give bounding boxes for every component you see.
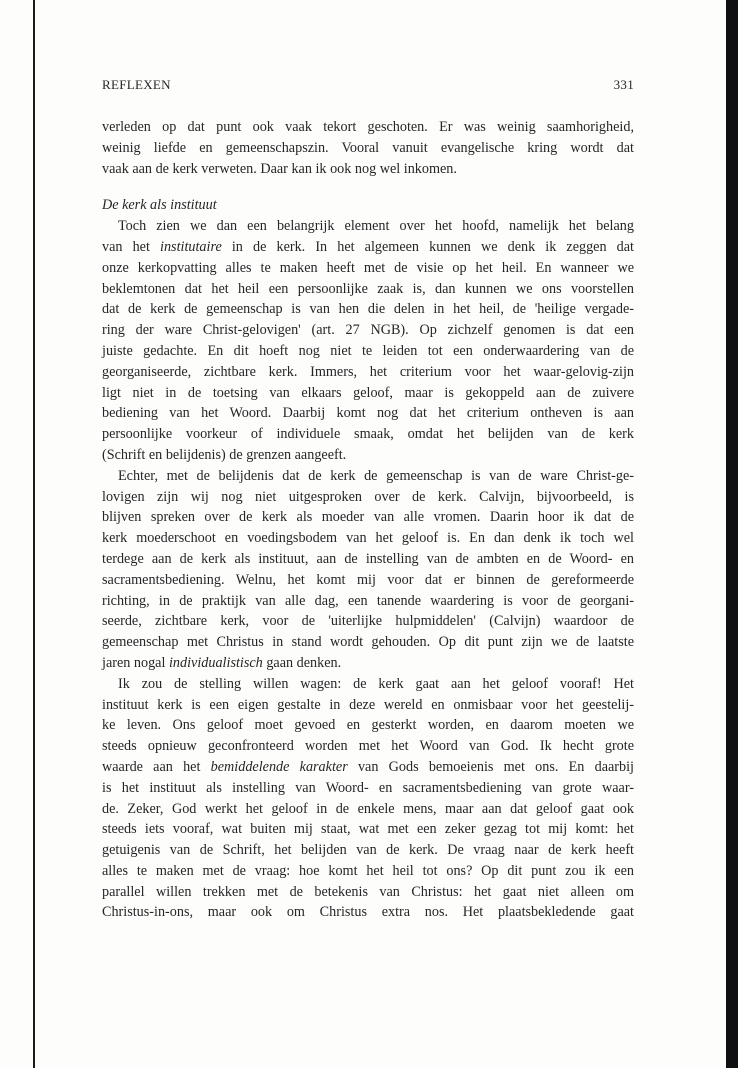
text-run: waarde aan het	[102, 758, 211, 775]
text-line: juiste gedachte. En dit hoeft nog niet te leiden tot een onderwaardering van de	[102, 342, 634, 359]
text-line: kerk moederschoot en voedingsbodem van het geloof is. En dan denk ik toch wel	[102, 530, 634, 547]
text-line: terdege aan de kerk als instituut, aan de instelling van de ambten en de Woord- en	[102, 550, 634, 567]
page-number: 331	[613, 77, 634, 92]
text-run: van Gods bemoeienis met ons. En daarbij	[347, 758, 634, 775]
running-header	[102, 77, 634, 95]
text-line: bediening van het Woord. Daarbij komt nog dat het criterium ontheven is aan	[102, 405, 634, 422]
text-run: van het	[102, 238, 161, 255]
text-line: de. Zeker, God werkt het geloof in de enkele mens, maar aan dat geloof gaat ook	[102, 800, 634, 817]
text-line: Echter, met de belijdenis dat de kerk de gemeenschap is van de ware Christ-ge-	[118, 467, 634, 484]
text-line: dat de kerk de gemeenschap is van hen die delen in het heil, de 'heilige vergade-	[102, 301, 634, 318]
text-line: richting, in de praktijk van alle dag, een tanende waardering is voor de georgani-	[102, 592, 634, 609]
text-line: georganiseerde, zichtbare kerk. Immers, het criterium voor het waar-gelovig-zijn	[102, 363, 634, 380]
text-line: blijven spreken over de kerk als moeder van alle vromen. Daarin hoor ik dat de	[102, 509, 634, 526]
running-title: REFLEXEN	[102, 77, 171, 92]
body-text	[102, 117, 634, 923]
text-line: verleden op dat punt ook vaak tekort geschoten. Er was weinig saamhorigheid,	[102, 119, 634, 135]
text-line: steeds opnieuw geconfronteerd worden met het Woord van God. Ik hecht grote	[102, 738, 634, 755]
text-line: onze kerkopvatting alles te maken heeft met de visie op het heil. En wanneer we	[102, 259, 634, 276]
text-line: steeds iets vooraf, wat buiten mij staat, wat met een zeker gezag tot mij komt: het	[102, 821, 634, 838]
text-line	[102, 653, 634, 674]
section-heading: De kerk als instituut	[102, 197, 217, 214]
text-line: parallel willen trekken met de betekenis van Christus: het gaat niet alleen om	[102, 883, 634, 900]
text-line	[102, 757, 634, 778]
page-left-edge	[33, 0, 35, 1068]
text-line: seerde, zichtbare kerk, voor de 'uiterlijke hulpmiddelen' (Calvijn) waardoor de	[102, 613, 634, 630]
text-run: gaan denken.	[262, 654, 342, 671]
text-line: is het instituut als instelling van Woord- en sacramentsbediening van grote waar-	[102, 779, 634, 796]
text-line: weinig liefde en gemeenschapszin. Vooral vanuit evangelische kring wordt dat	[102, 139, 634, 156]
text-line: alles te maken met de vraag: hoe komt het heil tot ons? Op dit punt zou ik een	[102, 862, 634, 879]
text-line: getuigenis van de Schrift, het belijden van de kerk. De vraag naar de kerk heeft	[102, 842, 634, 859]
text-line: ke leven. Ons geloof moet gevoed en gesterkt worden, en daarom moeten we	[102, 717, 634, 734]
text-line: Christus-in-ons, maar ook om Christus extra nos. Het plaatsbekledende gaat	[102, 904, 634, 921]
text-line: beklemtonen dat het heil een persoonlijke zaak is, dan kunnen we ons voorstellen	[102, 280, 634, 297]
emphasis-text: bemiddelende karakter	[210, 758, 348, 775]
page-right-edge	[726, 0, 738, 1068]
text-line: lovigen zijn wij nog niet uitgesproken over de kerk. Calvijn, bijvoorbeeld, is	[102, 488, 634, 505]
text-line: ligt niet in de toetsing van elkaars geloof, maar is gekoppeld aan de zuivere	[102, 384, 634, 401]
text-run: jaren nogal	[102, 654, 169, 671]
text-line: instituut kerk is een eigen gestalte in deze wereld en onmisbaar voor het geestelij-	[102, 696, 634, 713]
text-line	[102, 237, 634, 258]
text-run: in de kerk. In het algemeen kunnen we denk ik zeggen dat	[221, 238, 634, 255]
emphasis-text: individualistisch	[168, 654, 263, 671]
text-line: ring der ware Christ-gelovigen' (art. 27 NGB). Op zichzelf genomen is dat een	[102, 322, 634, 339]
text-line: persoonlijke voorkeur of individuele smaak, omdat het belijden van de kerk	[102, 426, 634, 443]
text-line: sacramentsbediening. Welnu, het komt mij voor dat er binnen de gereformeerde	[102, 571, 634, 588]
text-line: gemeenschap met Christus in stand wordt gehouden. Op dit punt zijn we de laatste	[102, 634, 634, 651]
text-line: Toch zien we dan een belangrijk element over het hoofd, namelijk het belang	[118, 218, 634, 235]
text-line: Ik zou de stelling willen wagen: de kerk gaat aan het geloof vooraf! Het	[118, 675, 634, 692]
text-line: (Schrift en belijdenis) de grenzen aangeeft.	[102, 446, 347, 463]
text-line: vaak aan de kerk verweten. Daar kan ik ook nog wel inkomen.	[102, 160, 457, 177]
emphasis-text: institutaire	[160, 238, 222, 255]
